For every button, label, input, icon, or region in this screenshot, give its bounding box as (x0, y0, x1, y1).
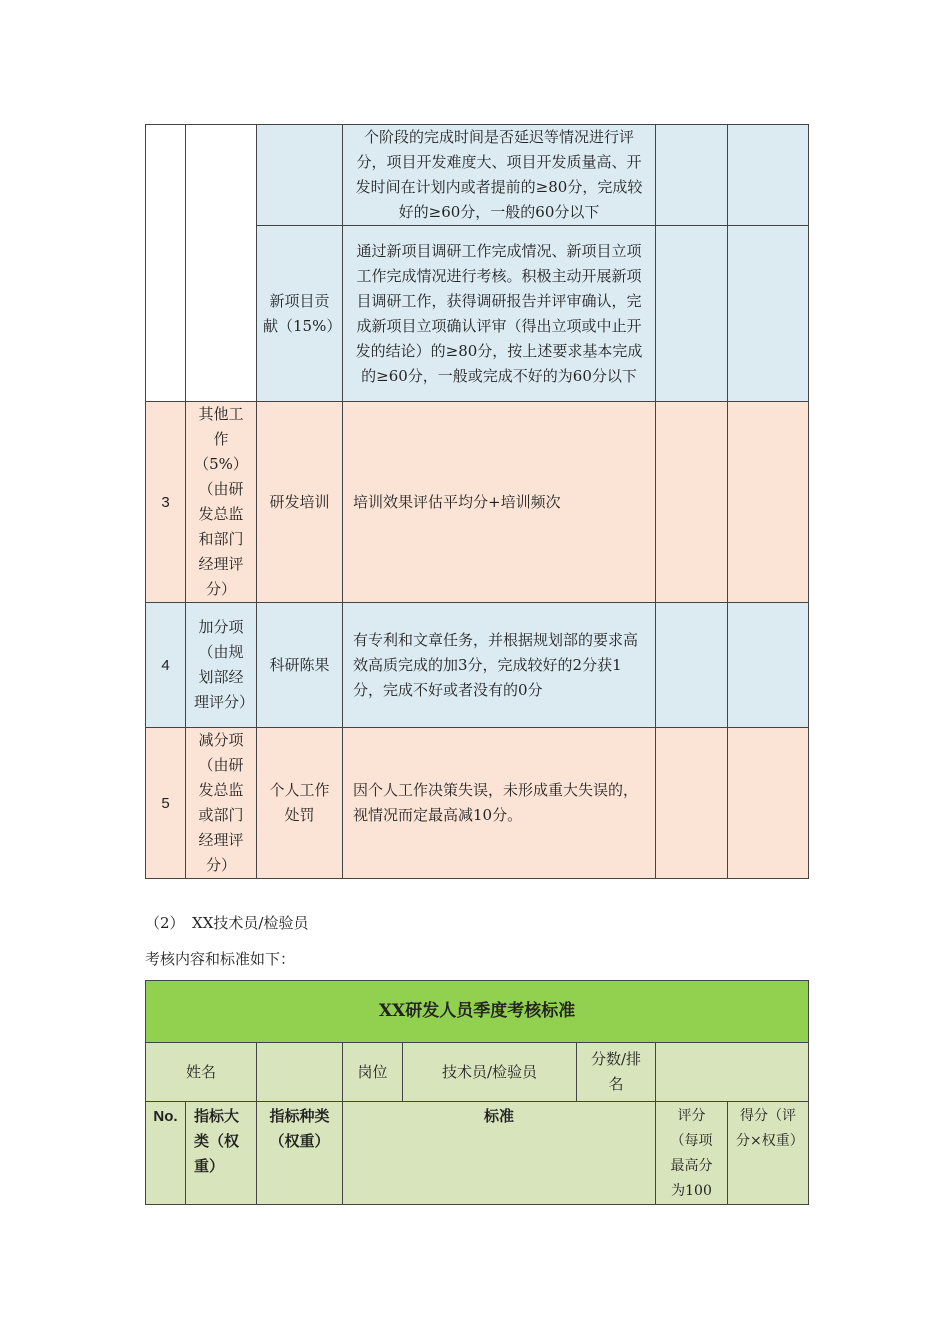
score-cell (728, 603, 809, 728)
header-category: 指标种类（权重） (257, 1102, 343, 1205)
section-intro: 考核内容和标准如下： (145, 950, 296, 968)
name-label: 姓名 (146, 1043, 257, 1102)
score-cell (728, 125, 809, 226)
rating-cell (656, 125, 728, 226)
no-cell (146, 125, 186, 402)
no-cell: 5 (146, 728, 186, 879)
rating-cell (656, 603, 728, 728)
criteria-cell: 因个人工作决策失误，未形成重大失误的，视情况而定最高减10分。 (343, 728, 656, 879)
major-category-cell: 加分项（由规划部经理评分） (186, 603, 257, 728)
header-row (146, 1102, 809, 1205)
table-row (146, 603, 809, 728)
category-cell: 新项目贡献（15%） (257, 226, 343, 402)
major-category-cell (186, 125, 257, 402)
post-label: 岗位 (343, 1043, 403, 1102)
header-standard: 标准 (343, 1102, 656, 1205)
category-cell (257, 125, 343, 226)
header-no: No. (146, 1102, 186, 1205)
post-value: 技术员/检验员 (403, 1043, 577, 1102)
table-row (146, 728, 809, 879)
name-value (257, 1043, 343, 1102)
score-rank-value (656, 1043, 809, 1102)
no-cell: 3 (146, 402, 186, 603)
table-title-row (146, 981, 809, 1043)
header-rating: 评分（每项最高分为100 (656, 1102, 728, 1205)
criteria-cell: 有专利和文章任务，并根据规划部的要求高效高质完成的加3分，完成较好的2分获1分，完成不好或者没有的0分 (343, 603, 656, 728)
rating-cell (656, 226, 728, 402)
major-category-cell: 减分项（由研发总监或部门经理评分） (186, 728, 257, 879)
rating-cell (656, 402, 728, 603)
table-title: XX研发人员季度考核标准 (146, 981, 809, 1043)
no-cell: 4 (146, 603, 186, 728)
table-row (146, 402, 809, 603)
score-cell (728, 402, 809, 603)
header-major-category: 指标大类（权重） (186, 1102, 257, 1205)
score-rank-label: 分数/排名 (577, 1043, 656, 1102)
criteria-cell: 个阶段的完成时间是否延迟等情况进行评分，项目开发难度大、项目开发质量高、开发时间在计划内或者提前的≥80分，完成较好的≥60分，一般的60分以下 (343, 125, 656, 226)
assessment-table-continued (145, 124, 809, 879)
score-cell (728, 728, 809, 879)
category-cell: 个人工作处罚 (257, 728, 343, 879)
header-score: 得分（评分×权重） (728, 1102, 809, 1205)
rating-cell (656, 728, 728, 879)
section-heading: （2） XX技术员/检验员 (145, 914, 309, 932)
criteria-cell: 培训效果评估平均分+培训频次 (343, 402, 656, 603)
score-cell (728, 226, 809, 402)
quarterly-assessment-table (145, 980, 809, 1205)
table-row (146, 125, 809, 226)
criteria-cell: 通过新项目调研工作完成情况、新项目立项工作完成情况进行考核。积极主动开展新项目调研工作，获得调研报告并评审确认，完成新项目立项确认评审（得出立项或中止开发的结论）的≥80分，按上述要求基本完成的≥60分，一般或完成不好的为60分以下 (343, 226, 656, 402)
category-cell: 科研陈果 (257, 603, 343, 728)
info-row (146, 1043, 809, 1102)
category-cell: 研发培训 (257, 402, 343, 603)
major-category-cell: 其他工作（5%）（由研发总监和部门经理评分） (186, 402, 257, 603)
